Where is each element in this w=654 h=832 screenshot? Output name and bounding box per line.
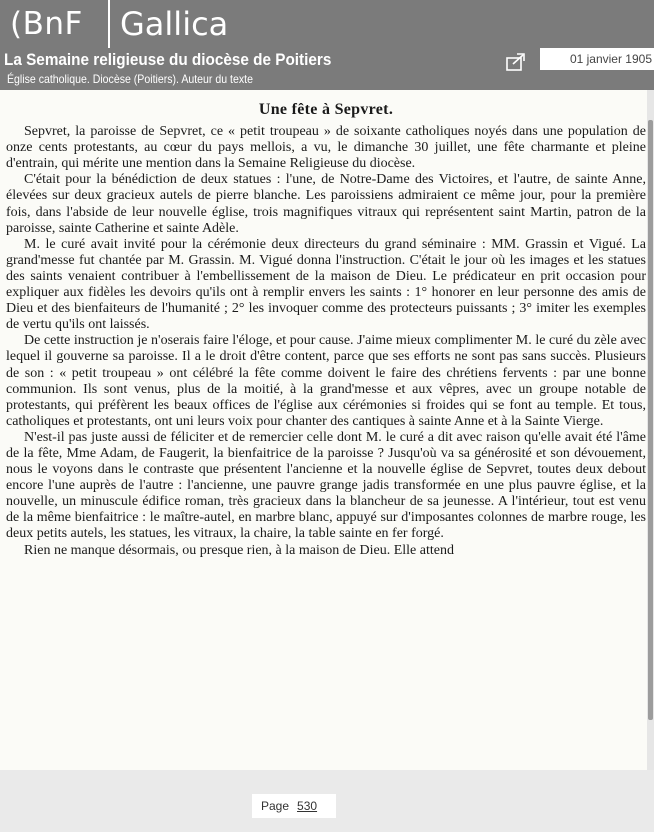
document-title: La Semaine religieuse du diocèse de Poitiers xyxy=(4,50,332,69)
page-number[interactable]: 530 xyxy=(297,799,318,813)
export-icon[interactable] xyxy=(505,52,527,72)
scrollbar[interactable] xyxy=(647,90,654,770)
article-paragraph: M. le curé avait invité pour la cérémonie deux directeurs du grand séminaire : MM. Grassin et Vigué. La grand'messe fut chantée par M. Grassin. M. Vigué donna l'instruction. C'était le jour où les images et les statues des saints venaient contribuer à l'embellissement de la maison de Dieu. Le prédicateur en prit occasion pour expliquer aux fidèles les devoirs qu'ils ont à remplir envers les saints : 1° honorer en leur personne des amis de Dieu et des bienfaiteurs de l'humanité ; 2° les invoquer comme des protecteurs puissants ; 3° imiter les exemples de vertu qu'ils ont laissés. xyxy=(6,236,646,333)
document-author: Église catholique. Diocèse (Poitiers). Auteur du texte xyxy=(7,72,253,86)
document-info-bar xyxy=(0,48,654,90)
article-paragraph: N'est-il pas juste aussi de féliciter et de remercier celle dont M. le curé a dit avec raison qu'elle avait été l'âme de la fête, Mme Adam, de Faugerit, la bienfaitrice de la paroisse ? Jusqu'où va sa générosité et son dévouement, nous le voyons dans le contraste que présentent l'ancienne et la nouvelle église de Sepvret, toutes deux debout encore l'une auprès de l'autre : l'ancienne, une pauvre grange jadis transformée en une plus pauvre église, et la nouvelle, un minuscule édifice roman, très gracieux dans la blancheur de sa jeunesse. A l'intérieur, tout est venu de la même bienfaitrice : le maître-autel, en marbre blanc, appuyé sur d'imposantes colonnes de marbre rouge, les deux petits autels, les statues, les vitraux, la chaire, la table sainte en fer forgé. xyxy=(6,429,646,542)
scrollbar-thumb[interactable] xyxy=(648,120,653,720)
article-paragraph: C'était pour la bénédiction de deux statues : l'une, de Notre-Dame des Victoires, et l'autre, de sainte Anne, élevées sur deux gracieux autels de pierre blanche. Les paroissiens admiraient ce même jour, pour la première fois, dans l'abside de leur nouvelle église, trois magnifiques vitraux qui représentent saint Martin, patron de la paroisse, sainte Catherine et sainte Adèle. xyxy=(6,172,646,236)
page-navigator[interactable] xyxy=(252,794,336,818)
page-scan-viewer[interactable] xyxy=(0,90,654,770)
gallica-logo[interactable]: Gallica xyxy=(110,0,654,48)
page-footer xyxy=(0,770,654,832)
article-title: Une fête à Sepvret. xyxy=(258,101,394,118)
article-paragraph: De cette instruction je n'oserais faire l'éloge, et pour cause. J'aime mieux complimenter M. le curé du zèle avec lequel il gouverne sa paroisse. Il a le droit d'être content, parce que ses efforts ne sont pas sans succès. Plusieurs de son : « petit troupeau » ont célébré la fête comme doivent le faire des chrétiens fervents : par une bonne communion. Ils sont venus, plus de la moitié, à la grand'messe et aux vêpres, avec un groupe notable de protestants, qui préfèrent les beaux offices de l'église aux cérémonies si froides qui se font au temple. Et tous, catholiques et protestants, ont uni leurs voix pour chanter des cantiques à sainte Anne et à la Sainte Vierge. xyxy=(6,333,646,429)
article-paragraph: Sepvret, la paroisse de Sepvret, ce « petit troupeau » de soixante catholiques noyés dans une population de onze cents protestants, au cœur du pays mellois, a vu, le dimanche 30 juillet, une fête charmante et pleine d'entrain, qui mérite une mention dans la Semaine Religieuse du diocèse. xyxy=(6,124,646,172)
document-date: 01 janvier 1905 xyxy=(540,48,654,70)
top-header xyxy=(0,0,654,48)
article xyxy=(6,102,646,559)
page-label: Page xyxy=(261,799,290,813)
article-paragraph: Rien ne manque désormais, ou presque rien, à la maison de Dieu. Elle attend xyxy=(24,542,454,558)
bnf-logo[interactable]: (BnF xyxy=(0,0,108,48)
